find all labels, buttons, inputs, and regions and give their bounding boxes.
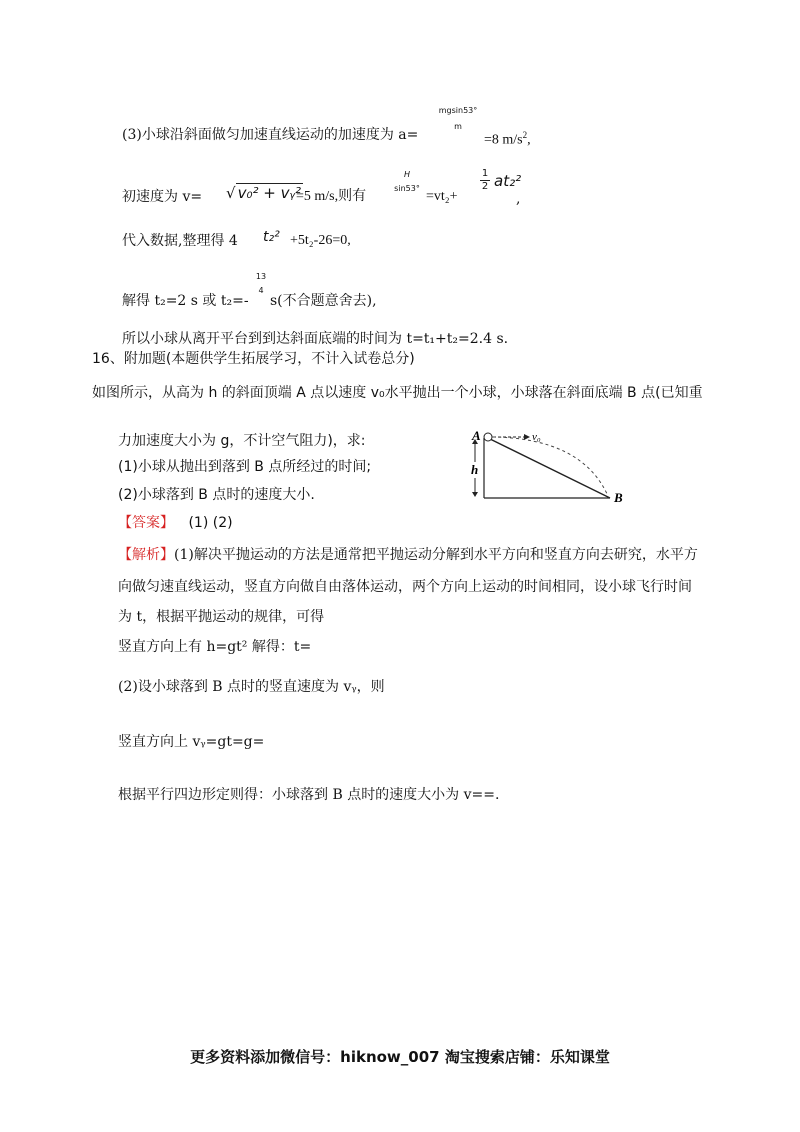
substitute-text: 代入数据,整理得 4 [122, 233, 238, 249]
label-h: h [471, 462, 479, 477]
analysis-line1 [118, 546, 698, 564]
distance-fraction [390, 170, 424, 194]
question16-part1-text: (1)小球从抛出到落到 B 点所经过的时间; [118, 459, 372, 475]
negative-fraction-denominator: 4 [258, 286, 264, 295]
label-b: B [614, 490, 623, 505]
half-denominator: 2 [481, 181, 489, 192]
question16-stem-line1-text: 如图所示，从高为 h 的斜面顶端 A 点以速度 v₀水平抛出一个小球，小球落在斜面底端 B 点(已知重 [92, 385, 703, 401]
question16-stem-line1 [92, 384, 703, 402]
analysis-line7-text: 根据平行四边形定则得：小球落到 B 点时的速度大小为 v==. [118, 787, 500, 803]
accel-fraction [436, 106, 480, 132]
sqrt-symbol-icon: √ [226, 184, 236, 202]
solution3-line5 [122, 330, 508, 348]
label-v0: v₀ [532, 431, 541, 443]
analysis-line2-text: 向做匀速直线运动，竖直方向做自由落体运动，两个方向上运动的时间相同，设小球飞行时间 [118, 579, 692, 595]
question16-part2-text: (2)小球落到 B 点时的速度大小. [118, 487, 315, 503]
velocity-result [296, 188, 366, 206]
projectile-incline-figure [462, 426, 632, 508]
analysis-line6 [118, 733, 264, 751]
negative-fraction-numerator: 13 [255, 272, 267, 281]
solution3-line3 [122, 232, 238, 250]
vt2-text: =vt₂+ [426, 189, 458, 204]
solution3-line1-text: (3)小球沿斜面做匀加速直线运动的加速度为 a= [122, 127, 419, 143]
solution3-line4 [122, 292, 249, 310]
accel-result-comma: , [527, 132, 531, 148]
analysis-line5-text: (2)设小球落到 B 点时的竖直速度为 vᵧ，则 [118, 679, 385, 695]
half-numerator: 1 [481, 168, 489, 179]
accel-result-value: =8 m/s [484, 132, 523, 148]
line2-comma: , [516, 191, 521, 207]
equation-rest [290, 232, 351, 250]
at2-text: at₂² [494, 172, 522, 190]
half-fraction [480, 168, 490, 193]
solution3-line1 [122, 126, 418, 144]
line2-end [516, 190, 520, 208]
question16-part2 [118, 486, 315, 504]
accel-fraction-denominator: m [454, 122, 462, 131]
analysis-line4 [118, 638, 311, 656]
question16-stem-line2 [118, 432, 366, 450]
analysis-line7 [118, 786, 499, 804]
question16-title-text: 16、附加题(本题供学生拓展学习，不计入试卷总分) [92, 351, 415, 367]
negative-fraction [254, 272, 268, 296]
t2-squared [263, 228, 280, 246]
total-time-text: 所以小球从离开平台到到达斜面底端的时间为 t=t₁+t₂=2.4 s. [122, 331, 509, 347]
equation-rest-text: +5t₂-26=0, [290, 233, 351, 248]
discard-text [270, 292, 377, 310]
accel-result [484, 126, 531, 150]
velocity-result-text: =5 m/s,则有 [296, 189, 367, 204]
question16-stem-line2-text: 力加速度大小为 g，不计空气阻力)，求: [118, 433, 366, 449]
initial-velocity-text: 初速度为 v= [122, 189, 203, 205]
analysis-line6-text: 竖直方向上 vᵧ=gt=g= [118, 734, 265, 750]
trajectory-path [492, 437, 608, 496]
question16-title [92, 350, 415, 368]
solve-text: 解得 t₂=2 s 或 t₂=- [122, 293, 249, 309]
accel-fraction-numerator: mgsin53° [438, 106, 478, 115]
ball-icon [484, 433, 492, 441]
answer-label: 【答案】 [118, 515, 174, 531]
analysis-label: 【解析】 [118, 547, 174, 563]
analysis-line3 [118, 608, 324, 626]
solution3-line2 [122, 188, 202, 206]
analysis-line4-text: 竖直方向上有 h=gt² 解得：t= [118, 639, 312, 655]
label-a: A [472, 428, 481, 443]
at2-term [494, 172, 521, 190]
analysis-line2 [118, 578, 692, 596]
discard-text-content: s(不合题意舍去), [270, 293, 377, 309]
answer-content: (1) (2) [188, 515, 233, 531]
incline-slope [488, 438, 610, 498]
distance-fraction-numerator: H [403, 170, 410, 179]
vt2-term [426, 188, 458, 206]
accel-result-exponent: 2 [522, 130, 528, 140]
analysis-line1-text: (1)解决平抛运动的方法是通常把平抛运动分解到水平方向和竖直方向去研究，水平方 [174, 547, 698, 563]
analysis-line3-text: 为 t，根据平抛运动的规律，可得 [118, 609, 325, 625]
t2-squared-text: t₂² [263, 229, 280, 245]
distance-fraction-denominator: sin53° [394, 184, 420, 193]
sqrt-radicand: v₀² + vᵧ² [237, 184, 302, 202]
answer-line [118, 514, 233, 532]
question16-part1 [118, 458, 371, 476]
height-arrowhead-down-icon [472, 492, 478, 497]
analysis-line5 [118, 678, 385, 696]
footer-promo: 更多资料添加微信号：hiknow_007 淘宝搜索店铺：乐知课堂 [190, 1048, 610, 1066]
sqrt-expression [226, 184, 303, 202]
